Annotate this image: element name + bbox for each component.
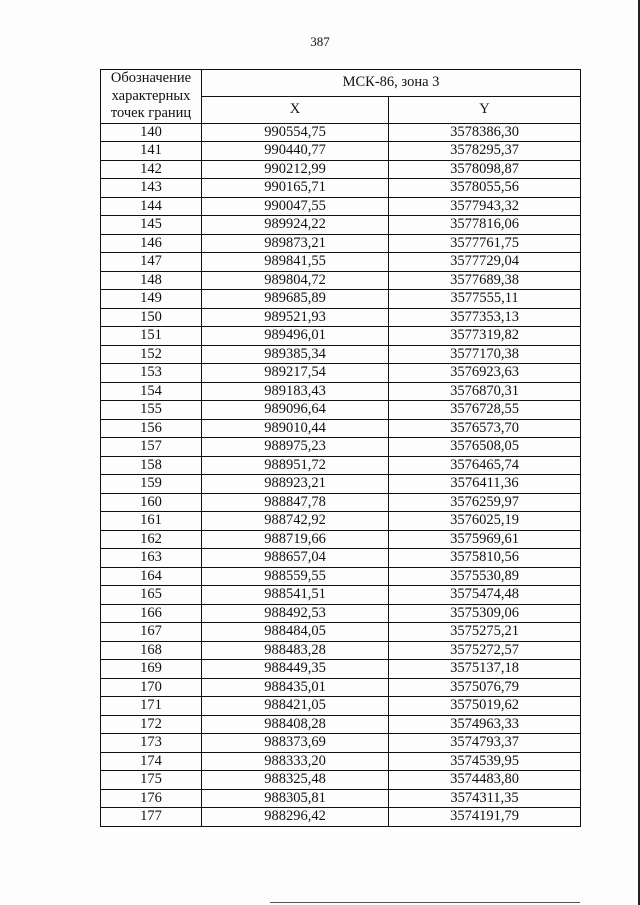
table-row <box>101 438 581 457</box>
table-row <box>101 493 581 512</box>
table-row <box>101 308 581 327</box>
x-cell: 988847,78 <box>202 493 389 512</box>
x-cell: 989385,34 <box>202 345 389 364</box>
point-cell: 160 <box>101 493 202 512</box>
y-cell: 3577353,13 <box>389 308 581 327</box>
table-row <box>101 734 581 753</box>
table-row <box>101 179 581 198</box>
y-cell: 3575969,61 <box>389 530 581 549</box>
x-cell: 988421,05 <box>202 697 389 716</box>
table-row <box>101 290 581 309</box>
table-row <box>101 715 581 734</box>
table-row <box>101 697 581 716</box>
x-cell: 990212,99 <box>202 160 389 179</box>
y-cell: 3575474,48 <box>389 586 581 605</box>
point-cell: 168 <box>101 641 202 660</box>
y-cell: 3575137,18 <box>389 660 581 679</box>
point-cell: 172 <box>101 715 202 734</box>
y-cell: 3576508,05 <box>389 438 581 457</box>
x-cell: 988975,23 <box>202 438 389 457</box>
point-cell: 164 <box>101 567 202 586</box>
point-cell: 162 <box>101 530 202 549</box>
table-row <box>101 530 581 549</box>
point-cell: 176 <box>101 789 202 808</box>
point-cell: 158 <box>101 456 202 475</box>
table-row <box>101 401 581 420</box>
y-cell: 3575272,57 <box>389 641 581 660</box>
point-cell: 169 <box>101 660 202 679</box>
point-cell: 150 <box>101 308 202 327</box>
y-cell: 3577729,04 <box>389 253 581 272</box>
y-cell: 3575810,56 <box>389 549 581 568</box>
y-cell: 3577319,82 <box>389 327 581 346</box>
table-row <box>101 142 581 161</box>
y-cell: 3577761,75 <box>389 234 581 253</box>
table-row <box>101 419 581 438</box>
y-cell: 3574311,35 <box>389 789 581 808</box>
header-x: X <box>202 96 389 123</box>
y-cell: 3574793,37 <box>389 734 581 753</box>
point-cell: 177 <box>101 808 202 827</box>
coordinates-table <box>100 69 581 827</box>
point-cell: 154 <box>101 382 202 401</box>
x-cell: 990047,55 <box>202 197 389 216</box>
page-number: 387 <box>310 34 330 49</box>
point-cell: 170 <box>101 678 202 697</box>
table-row <box>101 160 581 179</box>
y-cell: 3576728,55 <box>389 401 581 420</box>
x-cell: 988373,69 <box>202 734 389 753</box>
point-cell: 144 <box>101 197 202 216</box>
table-row <box>101 549 581 568</box>
y-cell: 3577555,11 <box>389 290 581 309</box>
x-cell: 988559,55 <box>202 567 389 586</box>
table-row <box>101 604 581 623</box>
y-cell: 3578055,56 <box>389 179 581 198</box>
table-row <box>101 327 581 346</box>
header-y: Y <box>389 96 581 123</box>
table-row <box>101 678 581 697</box>
x-cell: 988435,01 <box>202 678 389 697</box>
table-row <box>101 512 581 531</box>
table-row <box>101 123 581 142</box>
table-row <box>101 660 581 679</box>
point-cell: 173 <box>101 734 202 753</box>
point-cell: 153 <box>101 364 202 383</box>
x-cell: 988719,66 <box>202 530 389 549</box>
point-cell: 141 <box>101 142 202 161</box>
y-cell: 3577170,38 <box>389 345 581 364</box>
table-row <box>101 253 581 272</box>
table-row <box>101 586 581 605</box>
x-cell: 990440,77 <box>202 142 389 161</box>
x-cell: 988333,20 <box>202 752 389 771</box>
y-cell: 3575275,21 <box>389 623 581 642</box>
table-row <box>101 271 581 290</box>
x-cell: 989096,64 <box>202 401 389 420</box>
x-cell: 989010,44 <box>202 419 389 438</box>
y-cell: 3574963,33 <box>389 715 581 734</box>
x-cell: 988296,42 <box>202 808 389 827</box>
x-cell: 989804,72 <box>202 271 389 290</box>
y-cell: 3576465,74 <box>389 456 581 475</box>
point-cell: 149 <box>101 290 202 309</box>
x-cell: 989496,01 <box>202 327 389 346</box>
point-cell: 151 <box>101 327 202 346</box>
x-cell: 988325,48 <box>202 771 389 790</box>
table-row <box>101 234 581 253</box>
point-cell: 146 <box>101 234 202 253</box>
point-cell: 166 <box>101 604 202 623</box>
y-cell: 3574191,79 <box>389 808 581 827</box>
x-cell: 988951,72 <box>202 456 389 475</box>
y-cell: 3574539,95 <box>389 752 581 771</box>
table-row <box>101 752 581 771</box>
x-cell: 988484,05 <box>202 623 389 642</box>
table-body <box>101 123 581 826</box>
x-cell: 990165,71 <box>202 179 389 198</box>
table-row <box>101 808 581 827</box>
point-cell: 140 <box>101 123 202 142</box>
x-cell: 989685,89 <box>202 290 389 309</box>
y-cell: 3577689,38 <box>389 271 581 290</box>
y-cell: 3575309,06 <box>389 604 581 623</box>
point-cell: 171 <box>101 697 202 716</box>
y-cell: 3577943,32 <box>389 197 581 216</box>
table-row <box>101 216 581 235</box>
point-cell: 159 <box>101 475 202 494</box>
table-row <box>101 567 581 586</box>
x-cell: 989521,93 <box>202 308 389 327</box>
y-cell: 3576259,97 <box>389 493 581 512</box>
y-cell: 3576573,70 <box>389 419 581 438</box>
table-row <box>101 771 581 790</box>
x-cell: 988408,28 <box>202 715 389 734</box>
y-cell: 3576923,63 <box>389 364 581 383</box>
x-cell: 989924,22 <box>202 216 389 235</box>
point-cell: 142 <box>101 160 202 179</box>
point-cell: 157 <box>101 438 202 457</box>
table-row <box>101 456 581 475</box>
point-cell: 161 <box>101 512 202 531</box>
x-cell: 988657,04 <box>202 549 389 568</box>
y-cell: 3576870,31 <box>389 382 581 401</box>
x-cell: 989217,54 <box>202 364 389 383</box>
point-cell: 152 <box>101 345 202 364</box>
y-cell: 3578098,87 <box>389 160 581 179</box>
point-cell: 143 <box>101 179 202 198</box>
x-cell: 988541,51 <box>202 586 389 605</box>
x-cell: 989873,21 <box>202 234 389 253</box>
header-point-label: Обозначение характерных точек границ <box>101 70 202 124</box>
table-row <box>101 623 581 642</box>
table-row <box>101 345 581 364</box>
x-cell: 990554,75 <box>202 123 389 142</box>
point-cell: 175 <box>101 771 202 790</box>
y-cell: 3575076,79 <box>389 678 581 697</box>
point-cell: 148 <box>101 271 202 290</box>
x-cell: 988923,21 <box>202 475 389 494</box>
y-cell: 3575019,62 <box>389 697 581 716</box>
y-cell: 3578386,30 <box>389 123 581 142</box>
point-cell: 156 <box>101 419 202 438</box>
y-cell: 3575530,89 <box>389 567 581 586</box>
x-cell: 988305,81 <box>202 789 389 808</box>
x-cell: 989841,55 <box>202 253 389 272</box>
table-row <box>101 475 581 494</box>
x-cell: 988449,35 <box>202 660 389 679</box>
x-cell: 989183,43 <box>202 382 389 401</box>
table-row <box>101 382 581 401</box>
table-row <box>101 641 581 660</box>
x-cell: 988483,28 <box>202 641 389 660</box>
table-row <box>101 364 581 383</box>
table-row <box>101 789 581 808</box>
y-cell: 3578295,37 <box>389 142 581 161</box>
point-cell: 165 <box>101 586 202 605</box>
table-row <box>101 197 581 216</box>
point-cell: 163 <box>101 549 202 568</box>
point-cell: 155 <box>101 401 202 420</box>
point-cell: 167 <box>101 623 202 642</box>
point-cell: 174 <box>101 752 202 771</box>
y-cell: 3576025,19 <box>389 512 581 531</box>
y-cell: 3574483,80 <box>389 771 581 790</box>
y-cell: 3577816,06 <box>389 216 581 235</box>
y-cell: 3576411,36 <box>389 475 581 494</box>
header-coordinate-system: МСК-86, зона 3 <box>202 70 581 97</box>
point-cell: 147 <box>101 253 202 272</box>
scan-line <box>270 902 580 903</box>
x-cell: 988742,92 <box>202 512 389 531</box>
x-cell: 988492,53 <box>202 604 389 623</box>
point-cell: 145 <box>101 216 202 235</box>
